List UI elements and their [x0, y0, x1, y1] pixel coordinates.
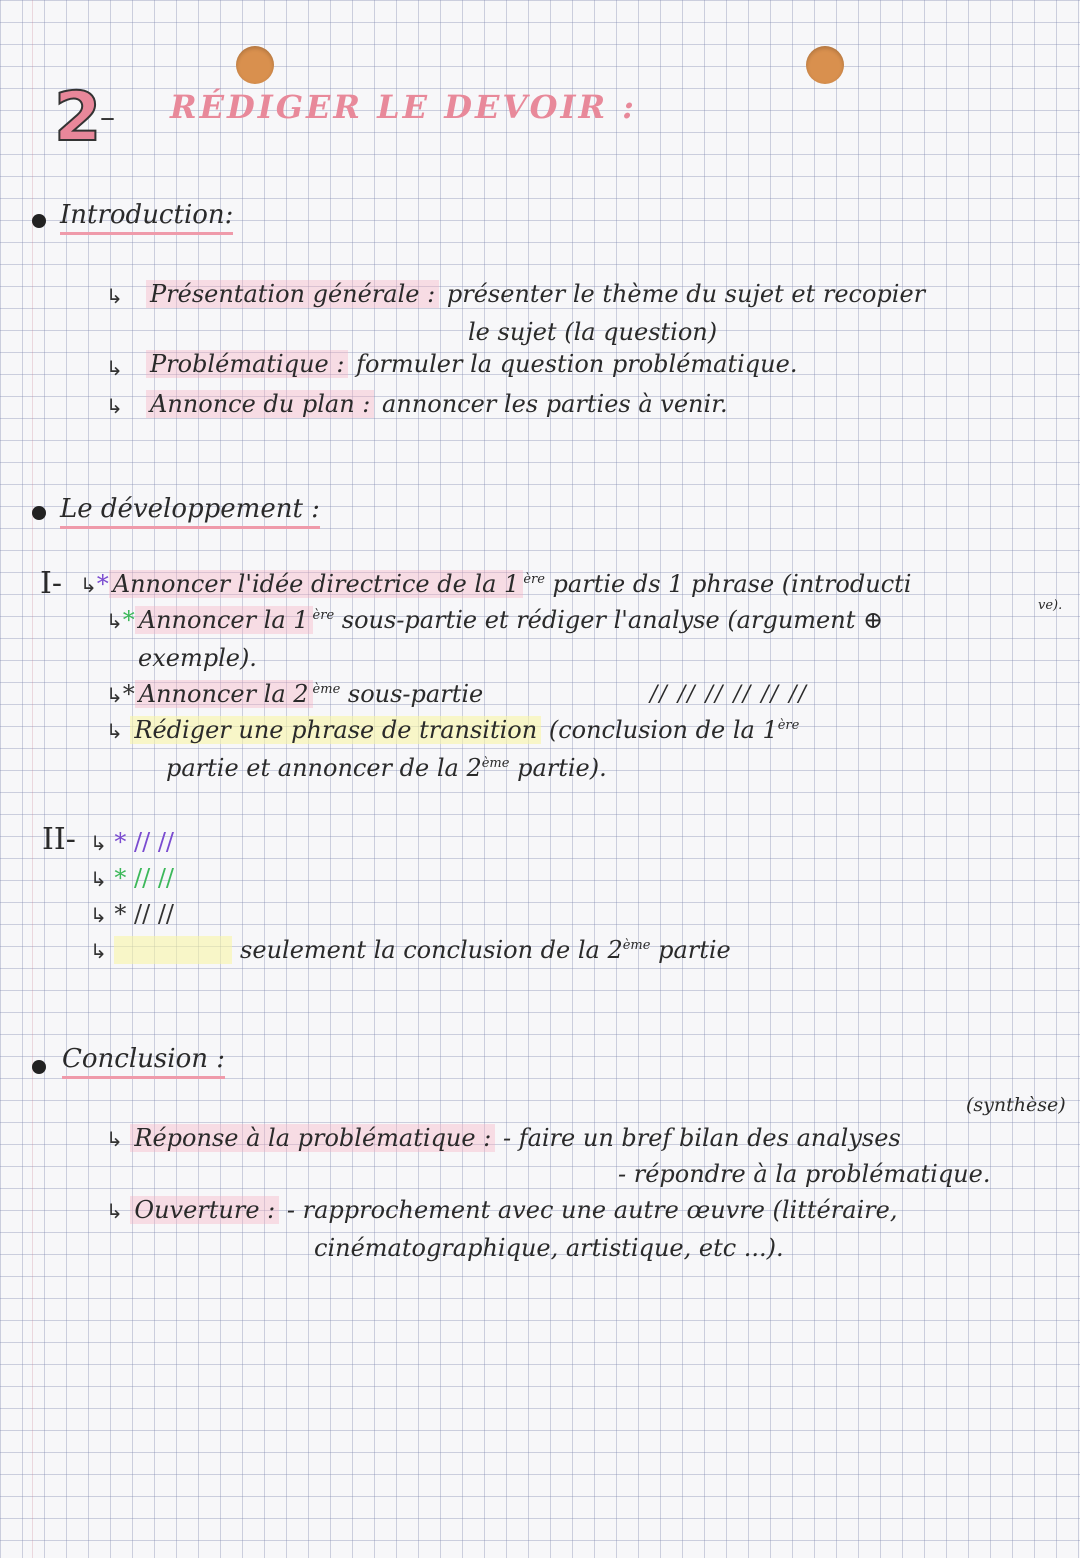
binder-hole-left — [236, 46, 274, 84]
arrow-icon: ↳ — [90, 867, 107, 891]
part-two-numeral: II- — [42, 822, 76, 857]
dev-line-2-rest: sous-partie et rédiger l'analyse (argument ⊕ — [334, 606, 884, 634]
arrow-icon: ↳ — [106, 719, 123, 743]
dev-line-3-text: Annoncer la 2 — [135, 680, 313, 708]
intro-item-problematique — [146, 350, 797, 378]
dev-line-4-rest: (conclusion de la 1 — [548, 716, 778, 744]
intro-label: Présentation générale : — [146, 280, 439, 308]
intro-label: Annonce du plan : — [146, 390, 374, 418]
ouverture-2: cinématographique, artistique, etc ...). — [314, 1234, 784, 1262]
arrow-icon: ↳ — [90, 831, 107, 855]
bullet-conclusion — [32, 1060, 46, 1074]
dev-line-4 — [106, 716, 799, 744]
conclusion-reponse — [106, 1124, 901, 1152]
dev-line-4-cont — [166, 754, 607, 782]
reponse-label: Réponse à la problématique : — [130, 1124, 495, 1152]
sup: ème — [312, 682, 341, 697]
conclusion-heading: Conclusion : — [62, 1044, 225, 1079]
part2-marks: * // // — [114, 864, 175, 892]
dev-heading: Le développement : — [60, 494, 320, 529]
arrow-icon: ↳ — [106, 284, 123, 308]
dev-line-4-cont-rest: partie). — [509, 754, 607, 782]
conclusion-ouverture — [106, 1196, 898, 1224]
part2-last: seulement la conclusion de la 2 — [240, 936, 623, 964]
arrow-icon: ↳ — [106, 1127, 123, 1151]
arrow-icon: ↳ — [106, 609, 123, 633]
dev-line-1 — [80, 570, 911, 598]
star-icon: * — [122, 606, 135, 634]
dev-line-1-extra: ve). — [1038, 598, 1063, 613]
star-icon: * — [122, 680, 135, 708]
part2-marks: * // // — [114, 900, 175, 928]
conclusion-note: (synthèse) — [966, 1094, 1066, 1116]
part2-row-3 — [90, 900, 174, 928]
part2-row-1 — [90, 828, 174, 856]
arrow-icon: ↳ — [106, 1199, 123, 1223]
intro-label: Problématique : — [146, 350, 348, 378]
ouverture-1: - rapprochement avec une autre œuvre (littéraire, — [286, 1196, 898, 1224]
arrow-icon: ↳ — [90, 939, 107, 963]
sup: ère — [312, 608, 335, 623]
sup: ème — [481, 756, 510, 771]
part2-last-rest: partie — [650, 936, 731, 964]
dev-line-1-rest: partie ds 1 phrase (introducti — [544, 570, 912, 598]
sup: ère — [523, 572, 545, 587]
arrow-icon: ↳ — [80, 573, 97, 597]
dev-line-3 — [106, 680, 483, 708]
margin-line — [32, 0, 33, 1558]
intro-text: annoncer les parties à venir. — [382, 390, 728, 418]
part2-row-2 — [90, 864, 174, 892]
section-number: 2 — [54, 78, 102, 157]
dev-line-2-cont: exemple). — [138, 644, 257, 672]
arrow-icon: ↳ — [106, 683, 123, 707]
dev-line-3-rest: sous-partie — [340, 680, 484, 708]
dev-line-4-text: Rédiger une phrase de transition — [130, 716, 541, 744]
dev-line-2 — [106, 606, 883, 634]
part2-marks: * // // — [114, 828, 175, 856]
page-title: RÉDIGER LE DEVOIR : — [170, 88, 637, 126]
dev-line-1-text: Annoncer l'idée directrice de la 1 — [109, 570, 524, 598]
intro-text: formuler la question problématique. — [356, 350, 798, 378]
intro-item-annonce — [146, 390, 728, 418]
ouverture-label: Ouverture : — [130, 1196, 279, 1224]
sup: ère — [777, 718, 800, 733]
intro-text: présenter le thème du sujet et recopier — [446, 280, 926, 308]
reponse-2: - répondre à la problématique. — [618, 1160, 991, 1188]
intro-item-presentation — [146, 280, 925, 308]
intro-item-presentation-cont: le sujet (la question) — [468, 318, 718, 346]
ditto-marks: // // // // // // — [650, 682, 808, 707]
arrow-icon: ↳ — [106, 356, 123, 380]
sup: ème — [622, 938, 651, 953]
dev-line-4-cont-text: partie et annoncer de la 2 — [166, 754, 482, 782]
bullet-intro — [32, 214, 46, 228]
part-one-numeral: I- — [40, 566, 62, 601]
reponse-1: - faire un bref bilan des analyses — [502, 1124, 901, 1152]
bullet-dev — [32, 506, 46, 520]
arrow-icon: ↳ — [90, 903, 107, 927]
yellow-mark — [114, 936, 232, 964]
arrow-icon: ↳ — [106, 394, 123, 418]
title-dash: – — [100, 100, 115, 135]
binder-hole-right — [806, 46, 844, 84]
dev-line-2-text: Annoncer la 1 — [135, 606, 313, 634]
intro-heading: Introduction: — [60, 200, 233, 235]
part2-row-4 — [90, 936, 731, 964]
star-icon: * — [96, 570, 109, 598]
